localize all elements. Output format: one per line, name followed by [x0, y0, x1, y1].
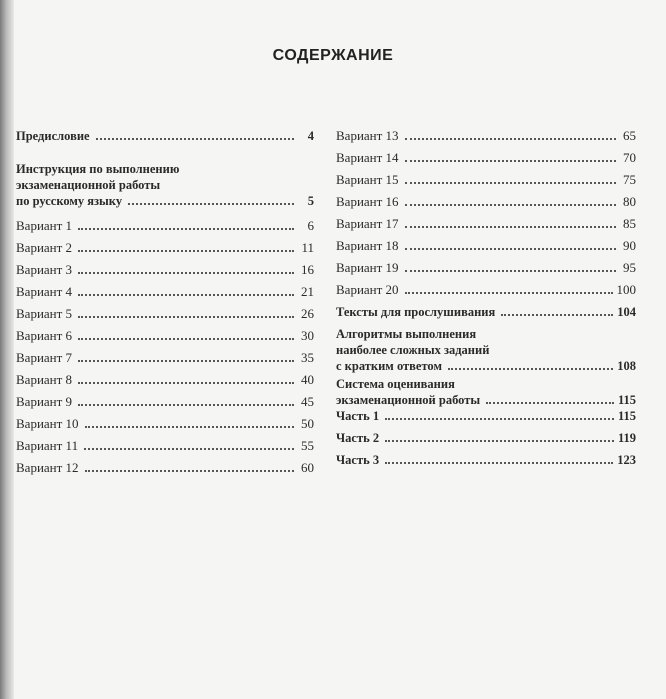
toc-entry-page: 50: [301, 416, 314, 431]
toc-entry-page: 5: [307, 194, 314, 208]
toc-entry-page: 26: [301, 306, 314, 321]
toc-entry-row: [16, 262, 314, 278]
toc-entry-row: [336, 172, 636, 188]
toc-entry-title: Вариант 14: [336, 150, 399, 165]
toc-entry-row: [16, 306, 314, 322]
toc-entry-page: 6: [307, 218, 314, 233]
toc-entry-title: Вариант 19: [336, 260, 399, 275]
toc-entry-row: [16, 193, 314, 209]
toc-leader-dots: [405, 182, 616, 184]
toc-leader-dots: [385, 440, 614, 442]
toc-entry-title: Вариант 18: [336, 238, 399, 253]
toc-leader-dots: [78, 250, 294, 252]
toc-leader-dots: [78, 360, 294, 362]
toc-entry-line: экзаменационной работы: [16, 178, 161, 192]
toc-entry-row: [16, 218, 314, 234]
toc-entry[interactable]: [16, 416, 314, 432]
toc-entry-title: по русскому языку: [16, 194, 123, 208]
toc-entry[interactable]: [16, 328, 314, 344]
toc-entry-title: Вариант 4: [16, 284, 73, 299]
toc-entry[interactable]: [16, 284, 314, 300]
toc-leader-dots: [405, 204, 616, 206]
toc-leader-dots: [501, 314, 613, 316]
toc-entry-title: Вариант 17: [336, 216, 399, 231]
toc-entry-title: Вариант 12: [16, 460, 79, 475]
toc-entry-row: [16, 350, 314, 366]
toc-entry-page: 16: [301, 262, 314, 277]
toc-entry[interactable]: [336, 452, 636, 468]
toc-entry-page: 75: [623, 172, 636, 187]
toc-entry-page: 55: [301, 438, 314, 453]
toc-entry-row: [336, 358, 636, 374]
toc-entry-row: [16, 128, 314, 144]
toc-entry-title: Вариант 1: [16, 218, 73, 233]
toc-entry[interactable]: [336, 376, 636, 408]
toc-entry-title: Предисловие: [16, 129, 90, 143]
toc-entry-title: Вариант 5: [16, 306, 73, 321]
toc-leader-dots: [486, 402, 614, 404]
toc-entry-title: Вариант 15: [336, 172, 399, 187]
toc-entry[interactable]: [16, 240, 314, 256]
toc-entry-title: Часть 2: [336, 431, 380, 445]
toc-leader-dots: [405, 248, 616, 250]
page-binding-shadow: [0, 0, 14, 699]
toc-entry[interactable]: [336, 282, 636, 298]
toc-entry[interactable]: [336, 408, 636, 424]
toc-entry-row: [336, 260, 636, 276]
toc-leader-dots: [78, 228, 294, 230]
toc-leader-dots: [128, 203, 294, 205]
toc-entry-title: с кратким ответом: [336, 359, 442, 373]
toc-entry[interactable]: [336, 150, 636, 166]
toc-leader-dots: [405, 138, 616, 140]
toc-entry-row: [336, 408, 636, 424]
toc-entry-title: Вариант 8: [16, 372, 73, 387]
toc-entry-row: [336, 150, 636, 166]
toc-entry-line: наиболее сложных заданий: [336, 343, 490, 357]
toc-entry-row: [16, 438, 314, 454]
toc-entry-title: Вариант 10: [16, 416, 79, 431]
toc-leader-dots: [405, 160, 616, 162]
toc-entry-row: [16, 416, 314, 432]
toc-leader-dots: [78, 316, 294, 318]
toc-entry-title: Вариант 16: [336, 194, 399, 209]
toc-entry[interactable]: [336, 430, 636, 446]
toc-entry[interactable]: [16, 218, 314, 234]
toc-entry-row: [336, 194, 636, 210]
toc-leader-dots: [85, 470, 294, 472]
toc-entry-row: [336, 128, 636, 144]
toc-entry-page: 119: [617, 431, 636, 445]
toc-entry[interactable]: [336, 304, 636, 320]
toc-entry-title: Тексты для прослушивания: [336, 305, 496, 319]
toc-leader-dots: [84, 448, 294, 450]
toc-entry[interactable]: [336, 326, 636, 374]
toc-entry-page: 11: [301, 240, 314, 255]
toc-entry-row: [16, 328, 314, 344]
toc-leader-dots: [96, 138, 294, 140]
toc-entry-page: 123: [617, 453, 636, 467]
toc-entry-line: Инструкция по выполнению: [16, 162, 180, 176]
toc-entry-title: Вариант 6: [16, 328, 73, 343]
toc-entry-row: [336, 392, 636, 408]
toc-leader-dots: [78, 382, 294, 384]
toc-entry-row: [16, 394, 314, 410]
toc-entry-title: Вариант 3: [16, 262, 73, 277]
toc-entry-page: 65: [623, 128, 636, 143]
toc-leader-dots: [448, 368, 613, 370]
toc-entry[interactable]: [336, 172, 636, 188]
toc-entry[interactable]: [336, 128, 636, 144]
toc-leader-dots: [78, 338, 294, 340]
page-title: СОДЕРЖАНИЕ: [272, 46, 394, 64]
toc-entry-line: Алгоритмы выполнения: [336, 327, 477, 341]
toc-entry-title: экзаменационной работы: [336, 393, 481, 407]
toc-entry-page: 90: [623, 238, 636, 253]
toc-entry-title: Вариант 9: [16, 394, 73, 409]
toc-entry[interactable]: [336, 216, 636, 232]
toc-leader-dots: [78, 272, 294, 274]
toc-entry-page: 60: [301, 460, 314, 475]
toc-entry-row: [336, 304, 636, 320]
toc-leader-dots: [78, 294, 294, 296]
toc-entry-page: 104: [617, 305, 636, 319]
toc-entry-title: Вариант 11: [16, 438, 79, 453]
toc-entry[interactable]: [336, 194, 636, 210]
toc-entry[interactable]: [16, 460, 314, 476]
toc-entry[interactable]: [16, 394, 314, 410]
toc-entry[interactable]: [16, 438, 314, 454]
toc-leader-dots: [78, 404, 294, 406]
toc-entry[interactable]: [16, 372, 314, 388]
toc-entry-title: Вариант 7: [16, 350, 73, 365]
toc-entry[interactable]: [16, 128, 314, 144]
toc-entry-row: [16, 284, 314, 300]
toc-entry-row: [336, 430, 636, 446]
toc-entry[interactable]: [16, 306, 314, 322]
toc-leader-dots: [385, 462, 613, 464]
toc-entry-row: [336, 216, 636, 232]
toc-entry-page: 35: [301, 350, 314, 365]
toc-leader-dots: [405, 270, 616, 272]
toc-entry-page: 21: [301, 284, 314, 299]
toc-entry-row: [16, 460, 314, 476]
toc-entry[interactable]: [336, 260, 636, 276]
toc-entry-page: 95: [623, 260, 636, 275]
toc-entry-title: Вариант 13: [336, 128, 399, 143]
toc-entry-page: 108: [617, 359, 636, 373]
toc-entry-row: [336, 452, 636, 468]
toc-entry-row: [336, 238, 636, 254]
toc-entry-page: 40: [301, 372, 314, 387]
toc-entry-title: Вариант 20: [336, 282, 399, 297]
toc-entry[interactable]: [16, 350, 314, 366]
toc-entry[interactable]: [16, 262, 314, 278]
toc-entry-line: Система оценивания: [336, 377, 455, 391]
toc-entry-page: 4: [307, 129, 314, 143]
toc-entry-row: [16, 240, 314, 256]
toc-entry-page: 30: [301, 328, 314, 343]
toc-entry-page: 45: [301, 394, 314, 409]
toc-leader-dots: [85, 426, 294, 428]
toc-entry-page: 85: [623, 216, 636, 231]
toc-entry-title: Вариант 2: [16, 240, 73, 255]
toc-entry-page: 115: [617, 409, 636, 423]
toc-entry-title: Часть 3: [336, 453, 380, 467]
toc-entry-page: 80: [623, 194, 636, 209]
toc-entry-page: 70: [623, 150, 636, 165]
toc-entry-page: 115: [617, 393, 636, 407]
toc-entry-page: 100: [616, 282, 636, 297]
toc-leader-dots: [405, 226, 616, 228]
toc-entry[interactable]: [16, 161, 314, 209]
toc-leader-dots: [405, 292, 613, 294]
toc-entry-row: [16, 372, 314, 388]
toc-entry[interactable]: [336, 238, 636, 254]
toc-entry-title: Часть 1: [336, 409, 380, 423]
toc-entry-row: [336, 282, 636, 298]
toc-leader-dots: [385, 418, 614, 420]
